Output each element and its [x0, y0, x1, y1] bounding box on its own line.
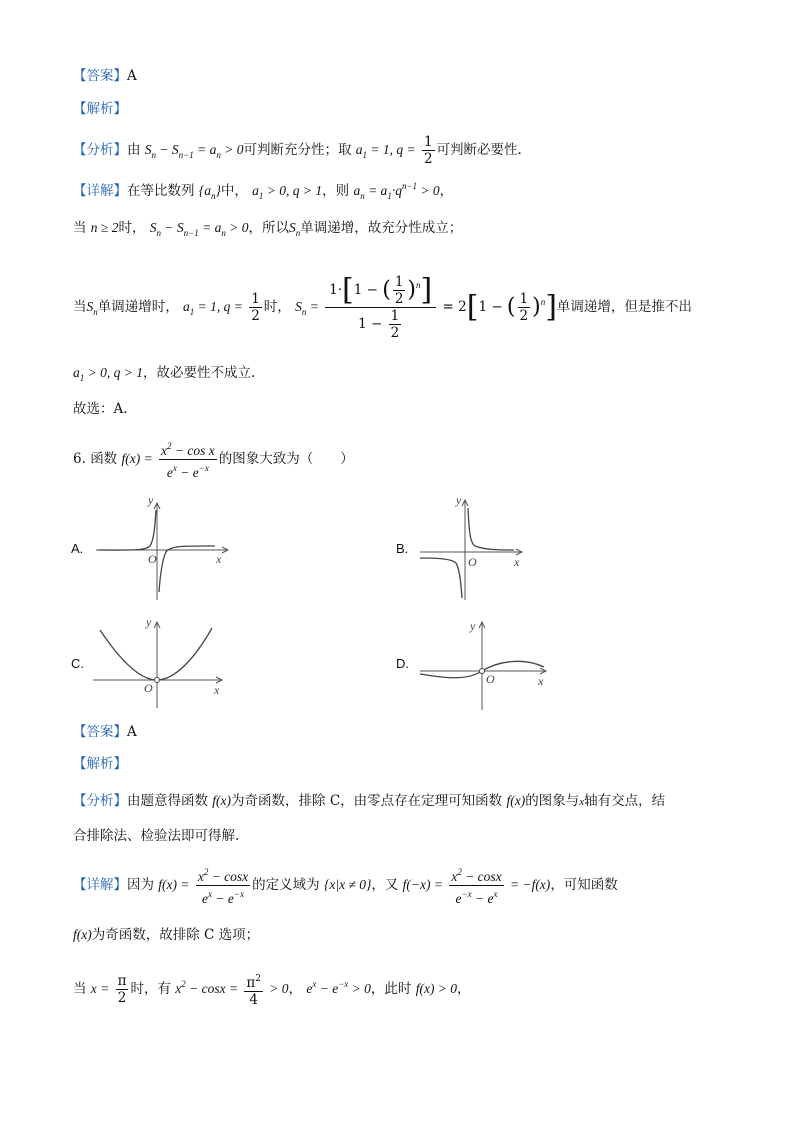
answer-value: A [127, 724, 137, 740]
fraction: $\frac{1}{2}$ [423, 134, 433, 167]
line-odd-function: f(x)为奇函数，故排除 C 选项； [73, 927, 260, 943]
fenxi-line-1: 【分析】由 $S_n - S_{n-1} = a_n > 0$可判断充分性；取 $a_1 = 1$, q = $\frac{1}{2}$ 可判断必要性. [73, 134, 522, 167]
line-4: 当 n ≥ 2时， $S_n - S_{n-1} = a_n > 0$，所以$S_n$单调递增，故充分性成立； [73, 220, 463, 238]
option-c-label[interactable]: C. [71, 656, 84, 671]
formula: $a_1 = 1$, q = [355, 142, 416, 160]
svg-text:x: x [216, 552, 222, 566]
formula: $S_n - S_{n-1} = a_n > 0$ [149, 220, 249, 238]
answer-value: A [127, 68, 137, 84]
svg-text:y: y [456, 493, 462, 507]
analysis-tag-2: 【解析】 [73, 756, 127, 772]
svg-text:O: O [486, 672, 495, 686]
fraction: $\frac{1}{2}$ [251, 291, 260, 324]
xiangjie-line-1: 【详解】在等比数列 $\{a_n\}$中， $a_1 > 0$, q > 1，则 $a_n = a_1\cdot q^{n-1} > 0$， [73, 181, 454, 201]
choose-line: 故选：A. [73, 401, 128, 417]
fraction: $\frac{x^2 - \cos x}{e^x - e^{-x}}$ [159, 438, 217, 481]
question-6: 6. 函数 f(x) = $\frac{x^2 - \cos x}{e^x - e^{-x}}$ 的图象大致为（ ） [73, 438, 354, 481]
xiangjie-tag: 【详解】 [73, 877, 127, 893]
xiangjie-line-2: 【详解】因为 f(x) = $\frac{x^2 - \cos x}{e^x - e^{-x}}$ 的定义域为 {x|x ≠ 0}，又 f(−x) = $\frac{x^2 - \cos x}{e^{-x} - e^x}$ = −f(x)，可知函数 [73, 864, 618, 907]
fraction: $\frac{x^2 - \cos x}{e^x - e^{-x}}$ [196, 864, 250, 907]
fraction: $\frac{\pi}{2}$ [117, 973, 127, 1006]
line-check-value: 当 x = $\frac{\pi}{2}$ 时，有 $x^2 - \cos x$ = $\frac{\pi^2}{4}$ > 0， $e^x - e^{-x} > 0$，此时 f(x) > 0， [73, 973, 471, 1008]
fraction: $\frac{x^2 - \cos x}{e^{-x} - e^x}$ [449, 864, 503, 907]
option-b-label[interactable]: B. [396, 541, 409, 556]
svg-text:O: O [148, 552, 157, 566]
formula: $a_n = a_1\cdot q^{n-1} > 0$ [353, 181, 440, 201]
sum-fraction: 1·[1 − ( $\frac{1}{2}$ )$^n$] 1 − $\frac{1}{2}$ [325, 274, 436, 341]
formula: f(x) = [121, 451, 153, 466]
answer-tag: 【答案】 [73, 68, 127, 84]
answer-tag: 【答案】 [73, 724, 127, 740]
line-6: $a_1 > 0$, q > 1，故必要性不成立. [73, 365, 256, 383]
formula: $S_n - S_{n-1} = a_n > 0$ [144, 142, 244, 160]
formula: $a_1 > 0$, q > 1 [252, 183, 323, 201]
svg-text:y: y [146, 615, 152, 629]
svg-text:y: y [470, 619, 476, 633]
svg-text:y: y [148, 493, 154, 507]
formula: $a_1 = 1$, q = [183, 299, 243, 317]
svg-text:O: O [144, 681, 153, 695]
question-number: 6. [73, 451, 86, 467]
fenxi-line-2: 【分析】由题意得函数 f(x)为奇函数，排除 C，由零点存在定理可知函数 f(x)的图象与x轴有交点，结 [73, 793, 666, 809]
fenxi-tag: 【分析】 [73, 793, 127, 809]
option-d-label[interactable]: D. [396, 656, 409, 671]
formula: n ≥ 2 [90, 220, 119, 235]
fraction: $\frac{\pi^2}{4}$ [244, 971, 263, 1008]
answer-line-2 [73, 722, 137, 742]
svg-text:x: x [514, 555, 520, 569]
svg-text:x: x [538, 674, 544, 688]
line-5: 当$S_n$单调递增时， $a_1 = 1$, q = $\frac{1}{2}$ 时， $S_n$ = 1·[1 − ( $\frac{1}{2}$ )$^n$] 1 − $\frac{1}{2}$ = 2[1 − ( $\frac{1}{2}$ )$^n$]单调递增，但是推不出 [73, 272, 692, 341]
xiangjie-tag: 【详解】 [73, 183, 127, 199]
option-a-label[interactable]: A. [71, 541, 84, 556]
formula: $\{a_n\}$ [198, 183, 221, 201]
fenxi-line-2b: 合排除法、检验法即可得解. [73, 828, 240, 844]
formula: $a_1 > 0$, q > 1 [73, 365, 143, 383]
analysis-tag: 【解析】 [73, 101, 127, 117]
fenxi-tag: 【分析】 [73, 142, 127, 158]
svg-text:O: O [468, 555, 477, 569]
formula: $S_n$ = [295, 299, 319, 317]
svg-text:x: x [214, 683, 220, 697]
